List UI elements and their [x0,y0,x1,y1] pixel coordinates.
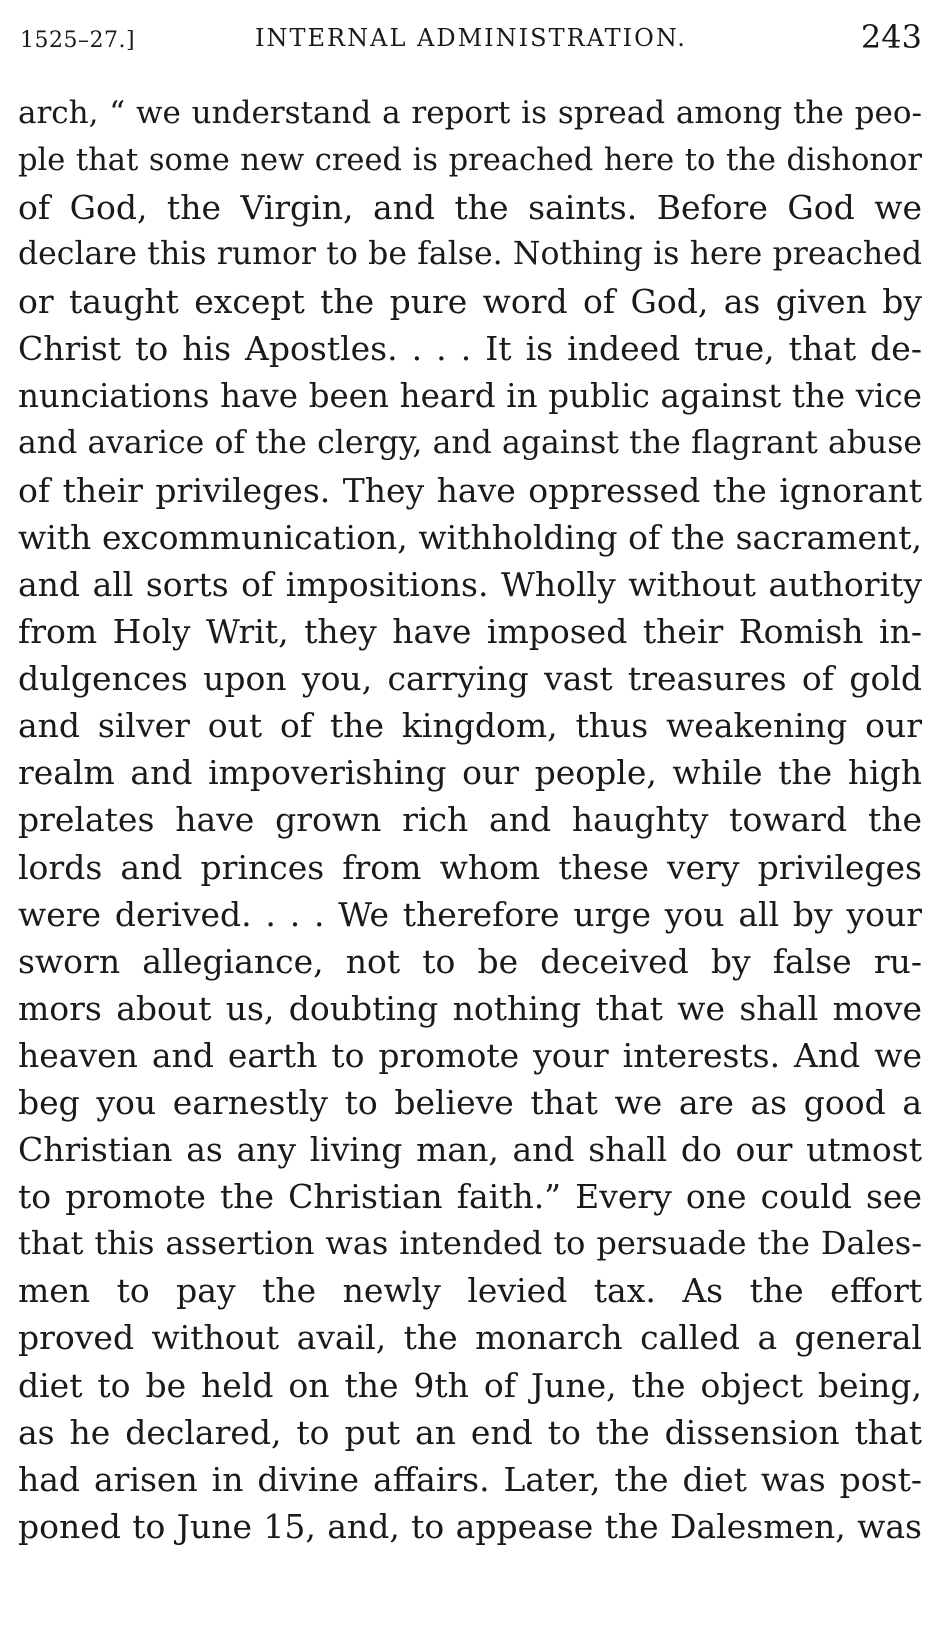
text-line: diet to be held on the 9th of June, the object being, [18,1365,922,1405]
text-line: Christ to his Apostles. . . . It is indeed true, that de- [18,329,922,369]
text-line: to promote the Christian faith.” Every one could see [18,1177,922,1217]
text-line: from Holy Writ, they have imposed their Romish in- [18,612,922,652]
text-line: as he declared, to put an end to the dissension that [18,1412,922,1452]
header-title: INTERNAL ADMINISTRATION. [255,24,687,52]
text-line: ple that some new creed is preached here to the dishonor [18,143,922,179]
text-line: lords and princes from whom these very privileges [18,847,922,887]
text-line: nunciations have been heard in public against the vice [18,376,922,415]
text-line: proved without avail, the monarch called a general [18,1318,922,1358]
text-line: men to pay the newly levied tax. As the effort [18,1271,922,1311]
text-line: mors about us, doubting nothing that we shall move [18,988,922,1028]
text-line: of God, the Virgin, and the saints. Before God we [18,188,922,228]
text-line: and all sorts of impositions. Wholly without authority [18,564,922,604]
text-line: of their privileges. They have oppressed the ignorant [18,470,922,510]
text-line: prelates have grown rich and haughty toward the [18,800,922,840]
body-text [18,90,922,1550]
text-line: arch, “ we understand a report is spread among the peo- [18,95,922,131]
text-line: or taught except the pure word of God, as given by [18,282,922,322]
text-line: that this assertion was intended to persuade the Dales- [18,1224,922,1263]
text-line: and silver out of the kingdom, thus weakening our [18,706,922,746]
text-line: heaven and earth to promote your interests. And we [18,1035,922,1075]
text-line: sworn allegiance, not to be deceived by false ru- [18,941,922,981]
page-number: 243 [860,18,922,56]
text-line: were derived. . . . We therefore urge you all by your [18,894,922,934]
text-line: dulgences upon you, carrying vast treasures of gold [18,659,922,699]
header-date-range: 1525–27.] [20,28,136,53]
text-line: realm and impoverishing our people, while the high [18,753,922,793]
text-line: Christian as any living man, and shall do our utmost [18,1130,922,1170]
text-line: declare this rumor to be false. Nothing is here preached [18,236,922,273]
text-line: and avarice of the clergy, and against the flagrant abuse [18,424,922,461]
text-line: had arisen in divine affairs. Later, the diet was post- [18,1459,922,1499]
text-line: poned to June 15, and, to appease the Dalesmen, was [18,1506,922,1546]
text-line: with excommunication, withholding of the sacrament, [18,517,922,557]
text-line: beg you earnestly to believe that we are as good a [18,1082,922,1122]
running-header [20,18,922,58]
